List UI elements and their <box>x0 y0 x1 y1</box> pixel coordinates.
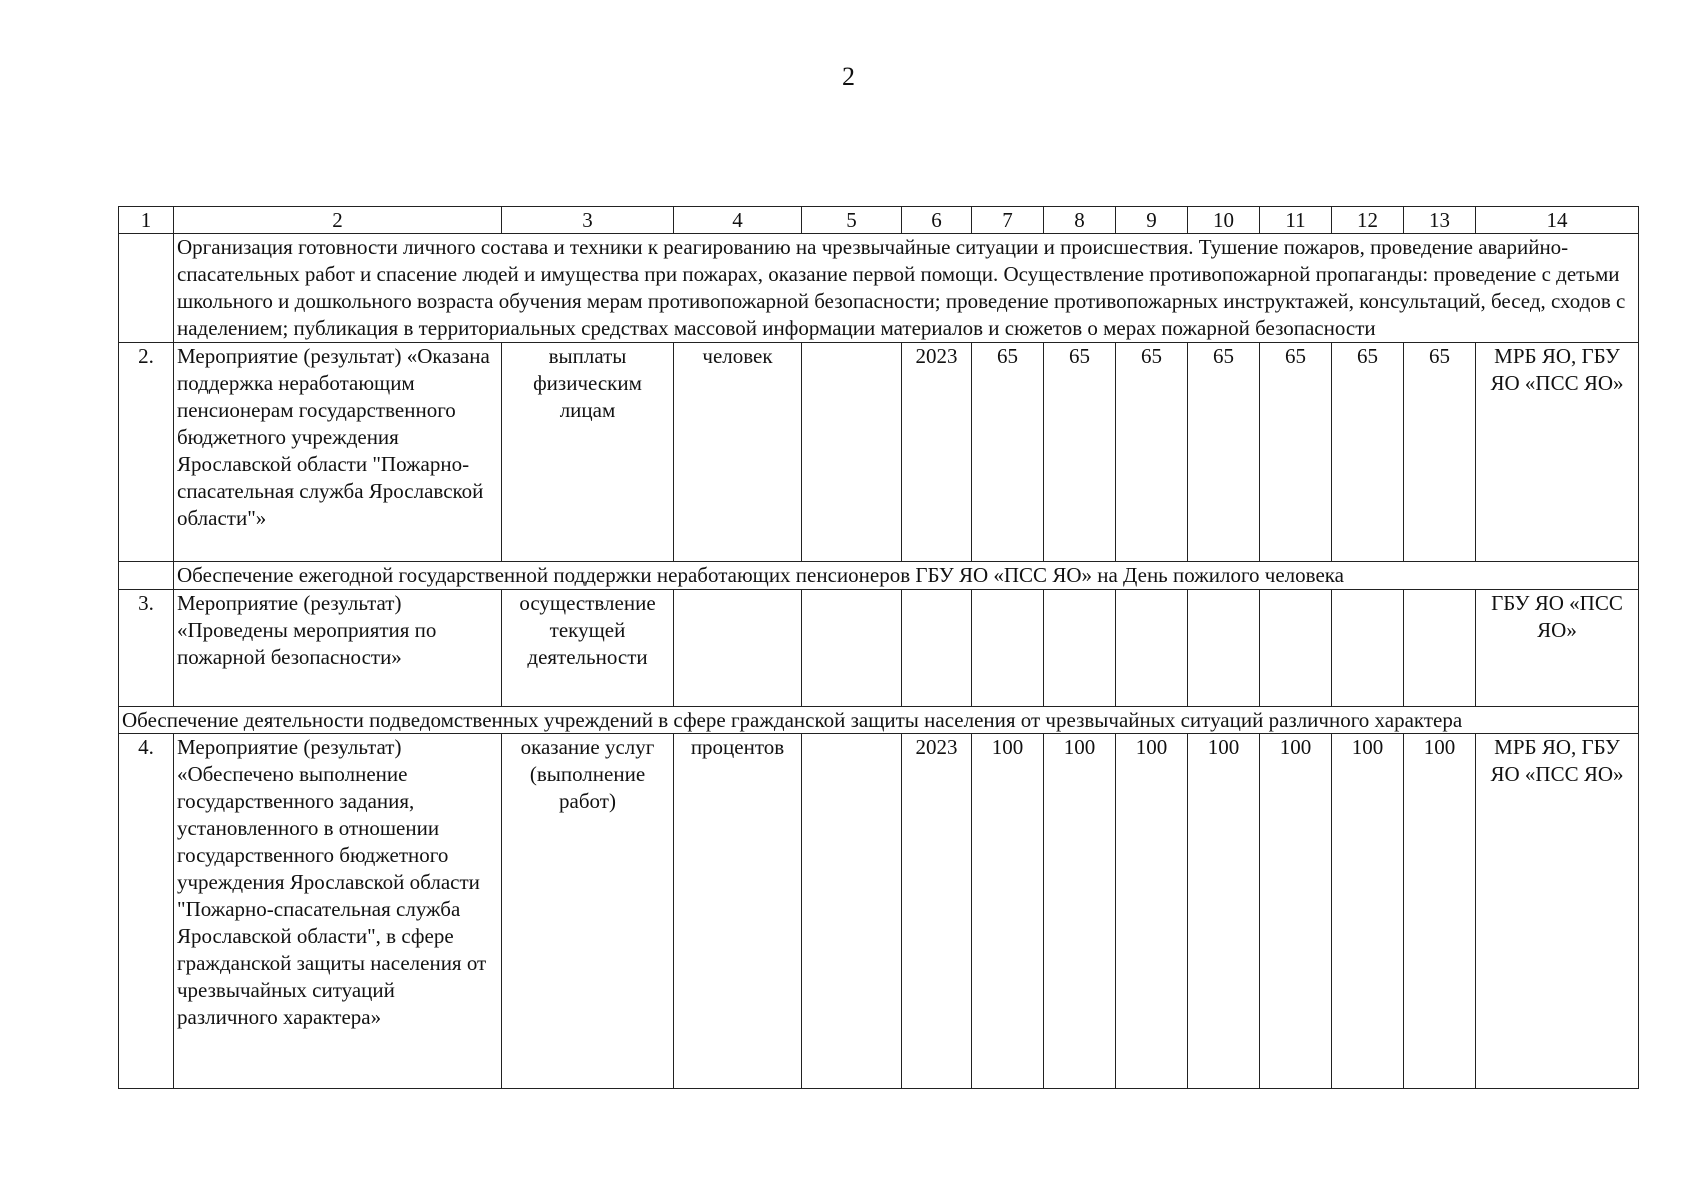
measure-type: осуществление текущей деятельности <box>502 590 674 707</box>
section-caption: Обеспечение деятельности подведомственных учреждений в сфере гражданской защиты населения от чрезвычайных ситуаций различного характера <box>119 707 1639 734</box>
table-row <box>119 734 1639 1089</box>
base-year: 2023 <box>902 343 972 562</box>
unit: процентов <box>674 734 802 1089</box>
measure-type: выплаты физическим лицам <box>502 343 674 562</box>
column-header: 4 <box>674 207 802 234</box>
empty-cell <box>119 562 174 590</box>
year-value <box>1044 590 1116 707</box>
row-number: 2. <box>119 343 174 562</box>
section-caption-row <box>119 707 1639 734</box>
column-header: 14 <box>1476 207 1639 234</box>
column-header: 2 <box>174 207 502 234</box>
page-number: 2 <box>842 62 855 91</box>
year-value: 65 <box>1332 343 1404 562</box>
year-value <box>1188 590 1260 707</box>
task-caption-row <box>119 234 1639 343</box>
column-header: 6 <box>902 207 972 234</box>
task-caption: Организация готовности личного состава и техники к реагированию на чрезвычайные ситуации и происшествия. Тушение пожаров, проведение аварийно-спасательных работ и спасение людей и имущества при пожарах, оказание первой помощи. Осуществление противопожарной пропаганды: проведение с детьми школьного и дошкольного возраста обучения мерам противопожарной безопасности; проведение противопожарных инструктажей, консультаций, бесед, сходов с наделением; публикация в территориальных средствах массовой информации материалов и сюжетов о мерах пожарной безопасности <box>174 234 1639 343</box>
column-header: 13 <box>1404 207 1476 234</box>
year-value: 65 <box>1044 343 1116 562</box>
column-header: 5 <box>802 207 902 234</box>
base-value <box>802 343 902 562</box>
column-header: 7 <box>972 207 1044 234</box>
measure-name: Мероприятие (результат) «Обеспечено выполнение государственного задания, установленного в отношении государственного бюджетного учреждения Ярославской области "Пожарно-спасательная служба Ярославской области", в сфере гражданской защиты населения от чрезвычайных ситуаций различного характера» <box>174 734 502 1089</box>
column-header: 11 <box>1260 207 1332 234</box>
empty-cell <box>119 234 174 343</box>
table-row <box>119 590 1639 707</box>
year-value <box>1332 590 1404 707</box>
base-value <box>802 590 902 707</box>
year-value: 100 <box>1332 734 1404 1089</box>
column-header: 3 <box>502 207 674 234</box>
year-value: 100 <box>1404 734 1476 1089</box>
responsible: ГБУ ЯО «ПСС ЯО» <box>1476 590 1639 707</box>
table-row <box>119 343 1639 562</box>
year-value: 65 <box>1116 343 1188 562</box>
measure-name: Мероприятие (результат) «Проведены мероприятия по пожарной безопасности» <box>174 590 502 707</box>
year-value: 65 <box>972 343 1044 562</box>
unit: человек <box>674 343 802 562</box>
responsible: МРБ ЯО, ГБУ ЯО «ПСС ЯО» <box>1476 734 1639 1089</box>
year-value: 100 <box>1116 734 1188 1089</box>
row-number: 3. <box>119 590 174 707</box>
year-value <box>972 590 1044 707</box>
base-year <box>902 590 972 707</box>
year-value <box>1116 590 1188 707</box>
measure-type: оказание услуг (выполнение работ) <box>502 734 674 1089</box>
measure-name: Мероприятие (результат) «Оказана поддержка неработающим пенсионерам государственного бюджетного учреждения Ярославской области "Пожарно-спасательная служба Ярославской области"» <box>174 343 502 562</box>
year-value: 65 <box>1188 343 1260 562</box>
base-value <box>802 734 902 1089</box>
year-value <box>1404 590 1476 707</box>
column-number-row <box>119 207 1639 234</box>
column-header: 12 <box>1332 207 1404 234</box>
task-caption: Обеспечение ежегодной государственной поддержки неработающих пенсионеров ГБУ ЯО «ПСС ЯО» на День пожилого человека <box>174 562 1639 590</box>
base-year: 2023 <box>902 734 972 1089</box>
column-header: 1 <box>119 207 174 234</box>
year-value: 100 <box>1188 734 1260 1089</box>
row-number: 4. <box>119 734 174 1089</box>
year-value: 100 <box>972 734 1044 1089</box>
task-caption-row <box>119 562 1639 590</box>
column-header: 9 <box>1116 207 1188 234</box>
year-value: 65 <box>1260 343 1332 562</box>
year-value: 100 <box>1044 734 1116 1089</box>
column-header: 8 <box>1044 207 1116 234</box>
year-value: 100 <box>1260 734 1332 1089</box>
column-header: 10 <box>1188 207 1260 234</box>
measures-table <box>118 206 1639 1089</box>
year-value <box>1260 590 1332 707</box>
unit <box>674 590 802 707</box>
responsible: МРБ ЯО, ГБУ ЯО «ПСС ЯО» <box>1476 343 1639 562</box>
year-value: 65 <box>1404 343 1476 562</box>
